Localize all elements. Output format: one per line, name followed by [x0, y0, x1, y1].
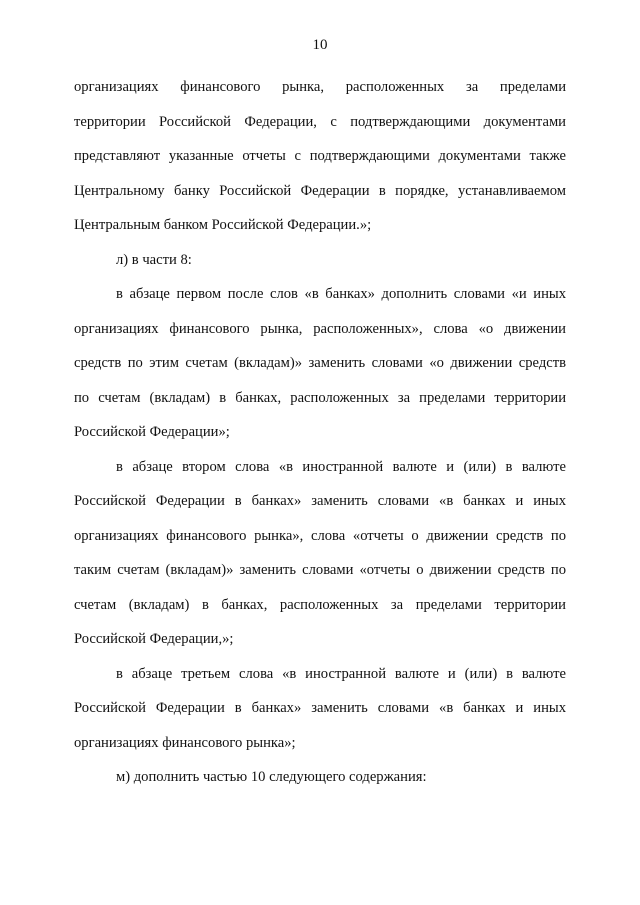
text-line: организациях финансового рынка», слова «отчеты о движении средств по [74, 527, 566, 544]
text-line: Российской Федерации»; [74, 424, 230, 440]
text-line: в абзаце первом после слов «в банках» дополнить словами «и иных [116, 286, 566, 302]
text-line: территории Российской Федерации, с подтверждающими документами [74, 113, 566, 130]
text-line: по счетам (вкладам) в банках, расположенных за пределами территории [74, 389, 566, 406]
text-line: организациях финансового рынка, расположенных за пределами [74, 79, 566, 95]
text-line: таким счетам (вкладам)» заменить словами «отчеты о движении средств по [74, 562, 566, 578]
text-line: Центральному банку Российской Федерации в порядке, устанавливаемом [74, 182, 566, 199]
text-line: в абзаце втором слова «в иностранной валюте и (или) в валюте [116, 458, 566, 475]
text-line: м) дополнить частью 10 следующего содержания: [116, 769, 427, 785]
text-line: организациях финансового рынка»; [74, 734, 296, 751]
text-line: Российской Федерации,»; [74, 631, 234, 647]
text-line: организациях финансового рынка, расположенных», слова «о движении [74, 320, 566, 337]
text-line: средств по этим счетам (вкладам)» заменить словами «о движении средств [74, 355, 566, 371]
text-line: Российской Федерации в банках» заменить словами «в банках и иных [74, 700, 566, 716]
text-line: Центральным банком Российской Федерации.»; [74, 217, 372, 233]
text-line: л) в части 8: [116, 251, 192, 268]
text-line: счетам (вкладам) в банках, расположенных за пределами территории [74, 596, 566, 613]
document-body [74, 70, 566, 795]
text-line: Российской Федерации в банках» заменить словами «в банках и иных [74, 493, 566, 509]
text-line: в абзаце третьем слова «в иностранной валюте и (или) в валюте [116, 665, 566, 682]
text-line: представляют указанные отчеты с подтверждающими документами также [74, 148, 566, 164]
page-number: 10 [312, 37, 328, 53]
